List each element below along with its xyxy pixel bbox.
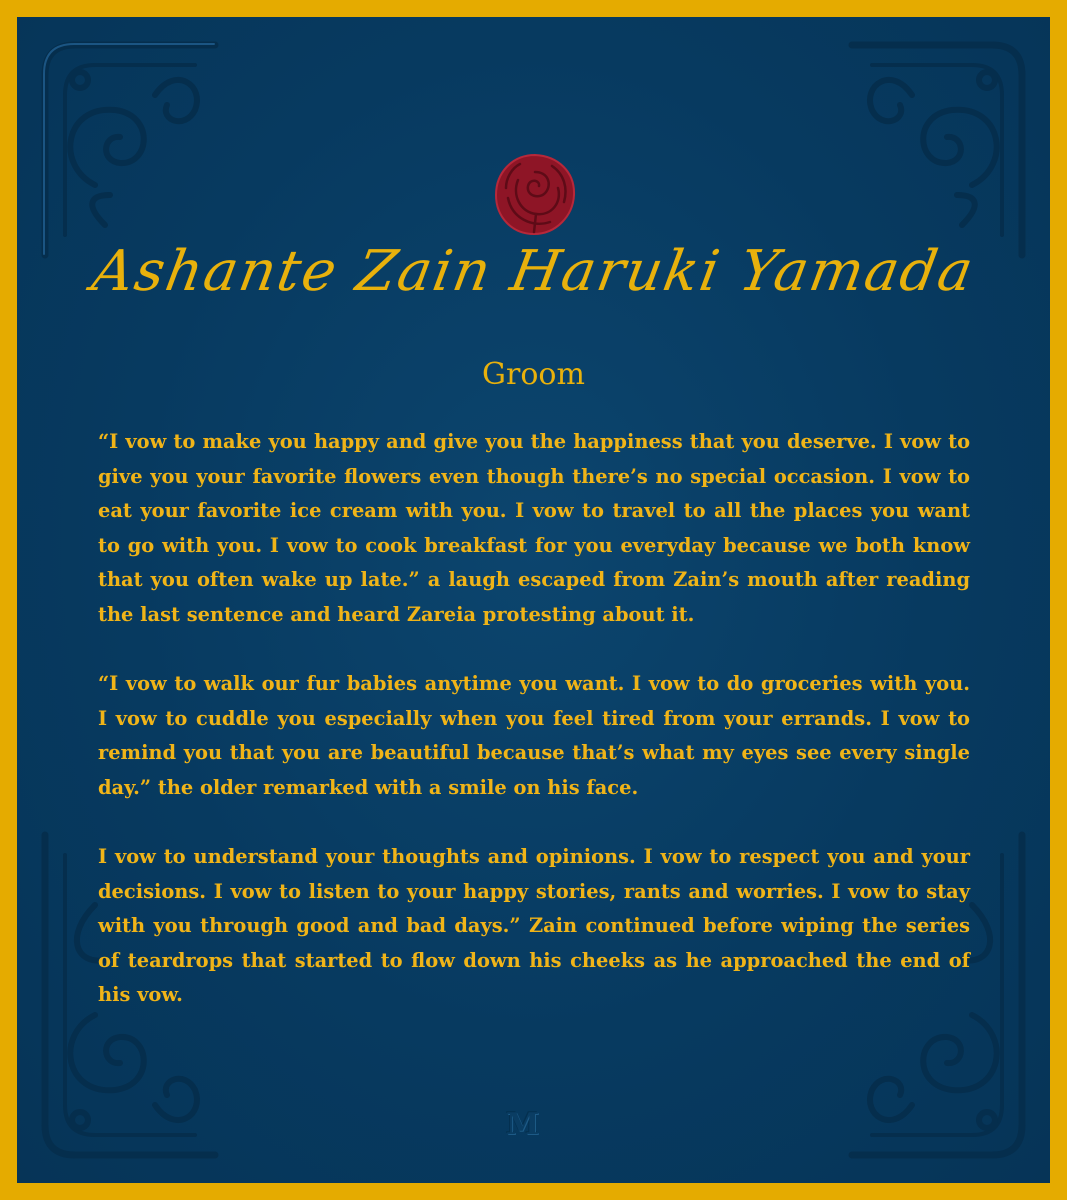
rose-icon [490,150,580,240]
corner-flourish-top-left-icon [35,35,225,265]
vow-paragraph: “I vow to walk our fur babies anytime you want. I vow to do groceries with you. I vow to cuddle you especially when you feel tired from your errands. I vow to remind you that you are beautiful because that’s what my eyes see every single day.” the older remarked with a smile on his face. [98,672,970,799]
vow-paragraph: I vow to understand your thoughts and opinions. I vow to respect you and your decisions. I vow to listen to your happy stories, rants and worries. I vow to stay with you through good and bad days.” Zain continued before wiping the series of teardrops that started to flow down his cheeks as he approached the end of his vow. [98,845,970,1006]
monogram-logo: M [506,1107,540,1142]
vow-text [98,425,970,1048]
vow-paragraph: “I vow to make you happy and give you the happiness that you deserve. I vow to give you your favorite flowers even though there’s no special occasion. I vow to eat your favorite ice cream with you. I vow to travel to all the places you want to go with you. I vow to cook breakfast for you everyday because we both know that you often wake up late.” a laugh escaped from Zain’s mouth after reading the last sentence and heard Zareia protesting about it. [98,430,970,626]
groom-name-title: Ashante Zain Haruki Yamada [87,239,980,304]
role-label: Groom [482,357,585,392]
vow-card [17,17,1050,1183]
corner-flourish-top-right-icon [842,35,1032,265]
